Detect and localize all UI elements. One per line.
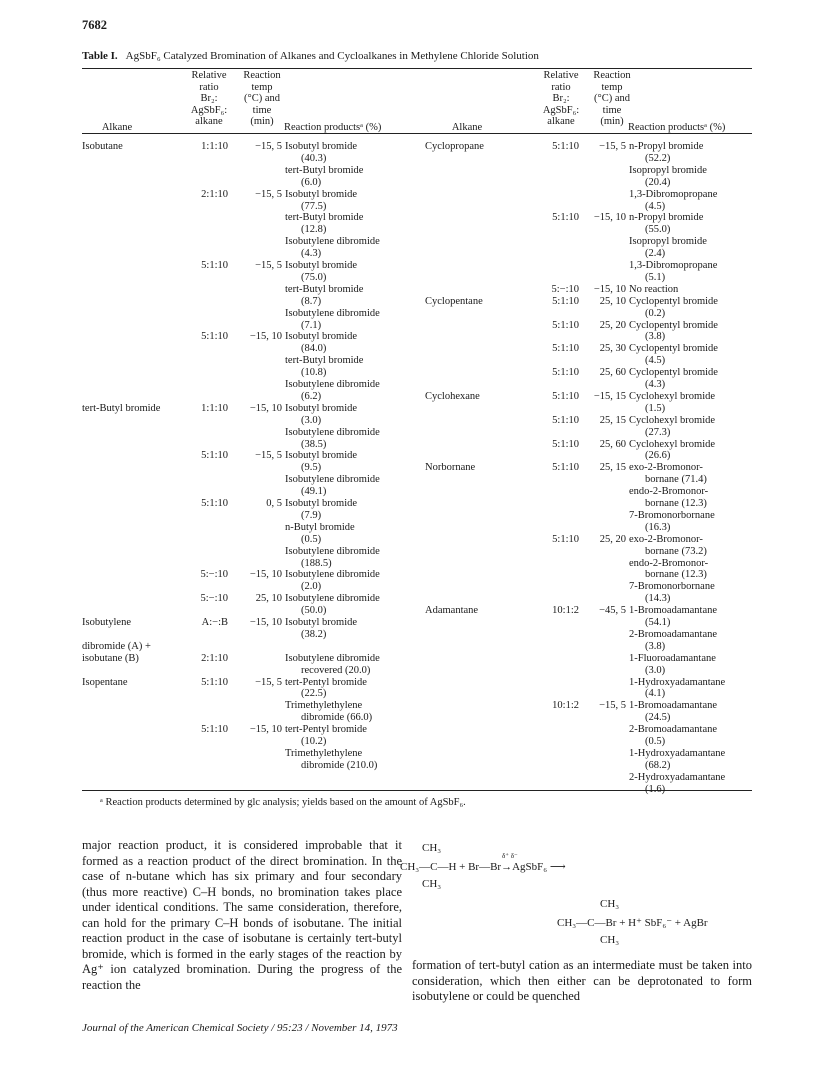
page-number: 7682 bbox=[82, 18, 107, 32]
product-cell: Isopropyl bromide bbox=[629, 236, 707, 248]
product-cell: (0.5) bbox=[301, 533, 322, 545]
product-cell: Isobutyl bromide bbox=[285, 188, 358, 200]
ratio-cell: 2:1:10 bbox=[201, 188, 228, 200]
header-products-right: Reaction productsᵃ (%) bbox=[628, 122, 726, 133]
product-cell: 2-Bromoadamantane bbox=[629, 628, 718, 640]
product-cell: (10.2) bbox=[301, 736, 327, 747]
product-cell: 2-Bromoadamantane bbox=[629, 724, 718, 736]
product-cell: (10.8) bbox=[301, 367, 327, 379]
product-cell: (7.9) bbox=[301, 509, 322, 521]
table-top-rule bbox=[82, 68, 752, 69]
product-cell: tert-Pentyl bromide bbox=[285, 676, 367, 688]
product-cell: 2-Hydroxyadamantane bbox=[629, 771, 726, 783]
temp-cell: 0, 5 bbox=[266, 498, 282, 509]
product-cell: (4.5) bbox=[645, 200, 666, 212]
temp-cell: 25, 60 bbox=[599, 438, 626, 450]
product-cell: Isobutyl bromide bbox=[285, 450, 358, 462]
product-cell: Cyclohexyl bromide bbox=[629, 438, 716, 450]
product-cell: No reaction bbox=[629, 283, 679, 295]
product-cell: (55.0) bbox=[645, 224, 671, 236]
product-cell: (188.5) bbox=[301, 557, 332, 569]
alkane-cell: Cyclopentane bbox=[425, 295, 483, 307]
ratio-cell: 5:1:10 bbox=[552, 414, 579, 426]
product-cell: tert-Butyl bromide bbox=[285, 283, 364, 295]
product-cell: Isobutyl bromide bbox=[285, 141, 358, 152]
alkane-cell: Isobutane bbox=[82, 141, 123, 152]
product-cell: 1-Fluoroadamantane bbox=[629, 652, 716, 664]
product-cell: Cyclopentyl bromide bbox=[629, 295, 718, 307]
ratio-cell: 10:1:2 bbox=[552, 700, 579, 712]
product-cell: Isobutylene dibromide bbox=[285, 426, 380, 438]
product-cell: (54.1) bbox=[645, 617, 671, 628]
temp-cell: −15, 5 bbox=[255, 450, 282, 462]
product-cell: bornane (73.2) bbox=[645, 545, 707, 557]
product-cell: Trimethylethylene bbox=[285, 747, 363, 759]
alkane-cell: Cyclohexane bbox=[425, 390, 480, 402]
table-label: Table I. bbox=[82, 50, 118, 62]
temp-cell: −15, 10 bbox=[249, 724, 282, 736]
alkane-cell: Norbornane bbox=[425, 462, 476, 474]
product-cell: Isobutylene dibromide bbox=[285, 545, 380, 557]
product-cell: 1-Hydroxyadamantane bbox=[629, 747, 726, 759]
product-cell: Isobutylene dibromide bbox=[285, 474, 380, 486]
product-cell: (40.3) bbox=[301, 152, 327, 164]
product-cell: Cyclohexyl bromide bbox=[629, 414, 716, 426]
product-cell: (22.5) bbox=[301, 688, 327, 700]
product-cell: Isobutylene dibromide bbox=[285, 236, 380, 248]
results-table bbox=[82, 70, 752, 795]
product-cell: Isobutylene dibromide bbox=[285, 569, 380, 581]
temp-cell: 25, 20 bbox=[599, 319, 626, 331]
product-cell: (52.2) bbox=[645, 152, 671, 164]
temp-cell: −15, 5 bbox=[255, 676, 282, 688]
product-cell: (4.1) bbox=[645, 688, 666, 700]
temp-cell: −15, 5 bbox=[599, 700, 626, 712]
body-text-right: formation of tert-butyl cation as an intermediate must be taken into consideration, which then either can be deprotonated to form isobutylene or could be quenched bbox=[412, 958, 752, 1003]
ratio-cell: 5:−:10 bbox=[551, 283, 579, 295]
product-cell: 1-Bromoadamantane bbox=[629, 700, 718, 712]
alkane-cell: Cyclopropane bbox=[425, 141, 484, 152]
product-cell: Isobutyl bromide bbox=[285, 331, 358, 343]
product-cell: (38.2) bbox=[301, 628, 327, 640]
product-cell: (14.3) bbox=[645, 593, 671, 605]
table-title: AgSbF₆ Catalyzed Bromination of Alkanes and Cycloalkanes in Methylene Chloride Solution bbox=[125, 50, 539, 62]
product-cell: Isobutylene dibromide bbox=[285, 652, 380, 664]
header-products-left: Reaction productsᵃ (%) bbox=[284, 122, 382, 133]
temp-cell: 25, 20 bbox=[599, 533, 626, 545]
product-cell: (84.0) bbox=[301, 343, 327, 355]
temp-cell: −15, 5 bbox=[255, 260, 282, 271]
product-cell: (12.8) bbox=[301, 224, 327, 236]
product-cell: n-Propyl bromide bbox=[629, 212, 704, 224]
product-cell: Isobutyl bromide bbox=[285, 617, 358, 628]
header-temp-right: Reaction temp (°C) and time (min) bbox=[593, 70, 631, 127]
temp-cell: −15, 10 bbox=[249, 617, 282, 628]
product-cell: (27.3) bbox=[645, 426, 671, 438]
ratio-cell: 5:1:10 bbox=[552, 295, 579, 307]
product-cell: (3.0) bbox=[301, 414, 322, 426]
scheme-reactant-bottom: CH₃ bbox=[422, 878, 442, 890]
product-cell: (20.4) bbox=[645, 176, 671, 188]
header-ratio-right: Relative ratio Br₂: AgSbF₆: alkane bbox=[542, 70, 580, 127]
temp-cell: −15, 10 bbox=[249, 402, 282, 414]
product-cell: Cyclohexyl bromide bbox=[629, 390, 716, 402]
product-cell: 1,3-Dibromopropane bbox=[629, 188, 718, 200]
ratio-cell: 5:1:10 bbox=[552, 367, 579, 379]
temp-cell: 25, 60 bbox=[599, 367, 626, 379]
temp-cell: 25, 10 bbox=[255, 593, 282, 605]
product-cell: (16.3) bbox=[645, 521, 671, 533]
product-cell: (3.8) bbox=[645, 331, 666, 343]
header-temp-left: Reaction temp (°C) and time (min) bbox=[243, 70, 281, 127]
product-cell: Isobutyl bromide bbox=[285, 498, 358, 509]
scheme-product-top: CH₃ bbox=[600, 898, 620, 910]
ratio-cell: 5:1:10 bbox=[552, 141, 579, 152]
product-cell: Isobutyl bromide bbox=[285, 260, 358, 271]
table-footnote: ᵃ Reaction products determined by glc analysis; yields based on the amount of AgSbF₆. bbox=[100, 797, 466, 808]
product-cell: 1-Hydroxyadamantane bbox=[629, 676, 726, 688]
ratio-cell: 5:−:10 bbox=[200, 593, 228, 605]
ratio-cell: 5:1:10 bbox=[552, 319, 579, 331]
product-cell: (24.5) bbox=[645, 712, 671, 724]
ratio-cell: 5:1:10 bbox=[552, 390, 579, 402]
ratio-cell: 1:1:10 bbox=[201, 141, 228, 152]
product-cell: (1.5) bbox=[645, 402, 666, 414]
product-cell: tert-Butyl bromide bbox=[285, 164, 364, 176]
ratio-cell: 5:1:10 bbox=[201, 450, 228, 462]
product-cell: 1-Bromoadamantane bbox=[629, 605, 718, 617]
product-cell: (7.1) bbox=[301, 319, 322, 331]
product-cell: 7-Bromonorbornane bbox=[629, 581, 715, 593]
body-text-left: major reaction product, it is considered improbable that it formed as a reaction product of the direct bromination. In the case of n-butane which has six primary and four secondary (thus more reactive) C–H bonds, no bromination takes place under identical conditions. The same consideration, therefore, can hold for the primary C–H bonds of isobutane. The initial reaction product in the case of isobutane is certainly tert-butyl bromide, which is formed in the early stages of the reaction by Ag⁺ ion catalyzed bromination. During the progress of the reaction the bbox=[82, 838, 402, 992]
ratio-cell: 5:−:10 bbox=[200, 569, 228, 581]
ratio-cell: 5:1:10 bbox=[552, 462, 579, 474]
temp-cell: −15, 10 bbox=[593, 212, 626, 224]
product-cell: 7-Bromonorbornane bbox=[629, 509, 715, 521]
product-cell: (3.8) bbox=[645, 640, 666, 652]
alkane-cell: isobutane (B) bbox=[82, 652, 139, 664]
product-cell: bornane (71.4) bbox=[645, 474, 707, 486]
ratio-cell: 5:1:10 bbox=[201, 724, 228, 736]
ratio-cell: A:−:B bbox=[201, 617, 228, 628]
temp-cell: −15, 15 bbox=[593, 390, 626, 402]
product-cell: (9.5) bbox=[301, 462, 322, 474]
header-alkane-right: Alkane bbox=[451, 122, 483, 133]
temp-cell: 25, 30 bbox=[599, 343, 626, 355]
product-cell: (2.4) bbox=[645, 248, 666, 260]
ratio-cell: 5:1:10 bbox=[552, 438, 579, 450]
ratio-cell: 5:1:10 bbox=[201, 331, 228, 343]
product-cell: (68.2) bbox=[645, 759, 671, 771]
header-alkane-left: Alkane bbox=[101, 122, 133, 133]
scheme-reaction-line: CH₃—C—H + Br—Br→AgSbF₆ ⟶ bbox=[400, 861, 566, 873]
product-cell: (75.0) bbox=[301, 271, 327, 283]
alkane-cell: Isopentane bbox=[82, 676, 128, 688]
product-cell: endo-2-Bromonor- bbox=[629, 557, 709, 569]
product-cell: dibromide (66.0) bbox=[301, 712, 373, 724]
product-cell: tert-Butyl bromide bbox=[285, 212, 364, 224]
header-ratio-left: Relative ratio Br₂: AgSbF₆: alkane bbox=[190, 70, 228, 127]
ratio-cell: 1:1:10 bbox=[201, 402, 228, 414]
table-caption bbox=[82, 50, 742, 62]
product-cell: tert-Butyl bromide bbox=[285, 355, 364, 367]
product-cell: Isobutyl bromide bbox=[285, 402, 358, 414]
product-cell: (4.5) bbox=[645, 355, 666, 367]
ratio-cell: 10:1:2 bbox=[552, 605, 579, 617]
temp-cell: 25, 15 bbox=[599, 414, 626, 426]
product-cell: (4.3) bbox=[301, 248, 322, 260]
temp-cell: −15, 5 bbox=[255, 188, 282, 200]
ratio-cell: 5:1:10 bbox=[201, 260, 228, 271]
product-cell: (49.1) bbox=[301, 486, 327, 498]
product-cell: Cyclopentyl bromide bbox=[629, 319, 718, 331]
product-cell: Trimethylethylene bbox=[285, 700, 363, 712]
product-cell: Isobutylene dibromide bbox=[285, 593, 380, 605]
product-cell: bornane (12.3) bbox=[645, 569, 707, 581]
temp-cell: −15, 5 bbox=[599, 141, 626, 152]
product-cell: Isobutylene dibromide bbox=[285, 307, 380, 319]
product-cell: endo-2-Bromonor- bbox=[629, 486, 709, 498]
ratio-cell: 5:1:10 bbox=[552, 212, 579, 224]
product-cell: (26.6) bbox=[645, 450, 671, 462]
product-cell: (6.0) bbox=[301, 176, 322, 188]
journal-footer: Journal of the American Chemical Society / 95:23 / November 14, 1973 bbox=[82, 1022, 398, 1034]
product-cell: (1.6) bbox=[645, 783, 666, 795]
product-cell: Isobutylene dibromide bbox=[285, 379, 380, 390]
product-cell: tert-Pentyl bromide bbox=[285, 724, 367, 736]
product-cell: (8.7) bbox=[301, 295, 322, 307]
ratio-cell: 5:1:10 bbox=[552, 533, 579, 545]
alkane-cell: tert-Butyl bromide bbox=[82, 402, 161, 414]
ratio-cell: 2:1:10 bbox=[201, 652, 228, 664]
product-cell: (6.2) bbox=[301, 390, 322, 402]
product-cell: (38.5) bbox=[301, 438, 327, 450]
product-cell: (0.5) bbox=[645, 736, 666, 747]
product-cell: (4.3) bbox=[645, 379, 666, 390]
product-cell: 1,3-Dibromopropane bbox=[629, 260, 718, 271]
product-cell: (2.0) bbox=[301, 581, 322, 593]
ratio-cell: 5:1:10 bbox=[552, 343, 579, 355]
product-cell: Cyclopentyl bromide bbox=[629, 367, 718, 379]
product-cell: Isopropyl bromide bbox=[629, 164, 707, 176]
product-cell: (50.0) bbox=[301, 605, 327, 617]
temp-cell: 25, 10 bbox=[599, 295, 626, 307]
alkane-cell: Isobutylene bbox=[82, 617, 131, 628]
temp-cell: −45, 5 bbox=[599, 605, 626, 617]
product-cell: exo-2-Bromonor- bbox=[629, 462, 703, 474]
alkane-cell: dibromide (A) + bbox=[82, 640, 151, 652]
temp-cell: −15, 10 bbox=[249, 569, 282, 581]
product-cell: (3.0) bbox=[645, 664, 666, 676]
product-cell: n-Butyl bromide bbox=[285, 521, 355, 533]
product-cell: exo-2-Bromonor- bbox=[629, 533, 703, 545]
scheme-product-line: CH₃—C—Br + H⁺ SbF₆⁻ + AgBr bbox=[557, 917, 708, 929]
temp-cell: −15, 5 bbox=[255, 141, 282, 152]
product-cell: n-Propyl bromide bbox=[629, 141, 704, 152]
product-cell: (0.2) bbox=[645, 307, 666, 319]
product-cell: recovered (20.0) bbox=[301, 664, 371, 676]
ratio-cell: 5:1:10 bbox=[201, 676, 228, 688]
scheme-product-bottom: CH₃ bbox=[600, 934, 620, 946]
temp-cell: −15, 10 bbox=[593, 283, 626, 295]
scheme-reactant-top: CH₃ bbox=[422, 842, 442, 854]
product-cell: Cyclopentyl bromide bbox=[629, 343, 718, 355]
product-cell: (5.1) bbox=[645, 271, 666, 283]
product-cell: bornane (12.3) bbox=[645, 498, 707, 509]
product-cell: dibromide (210.0) bbox=[301, 759, 378, 771]
alkane-cell: Adamantane bbox=[425, 605, 479, 617]
temp-cell: −15, 10 bbox=[249, 331, 282, 343]
temp-cell: 25, 15 bbox=[599, 462, 626, 474]
ratio-cell: 5:1:10 bbox=[201, 498, 228, 509]
scheme-charges: δ⁺ δ⁻ bbox=[502, 852, 518, 860]
product-cell: (77.5) bbox=[301, 200, 327, 212]
